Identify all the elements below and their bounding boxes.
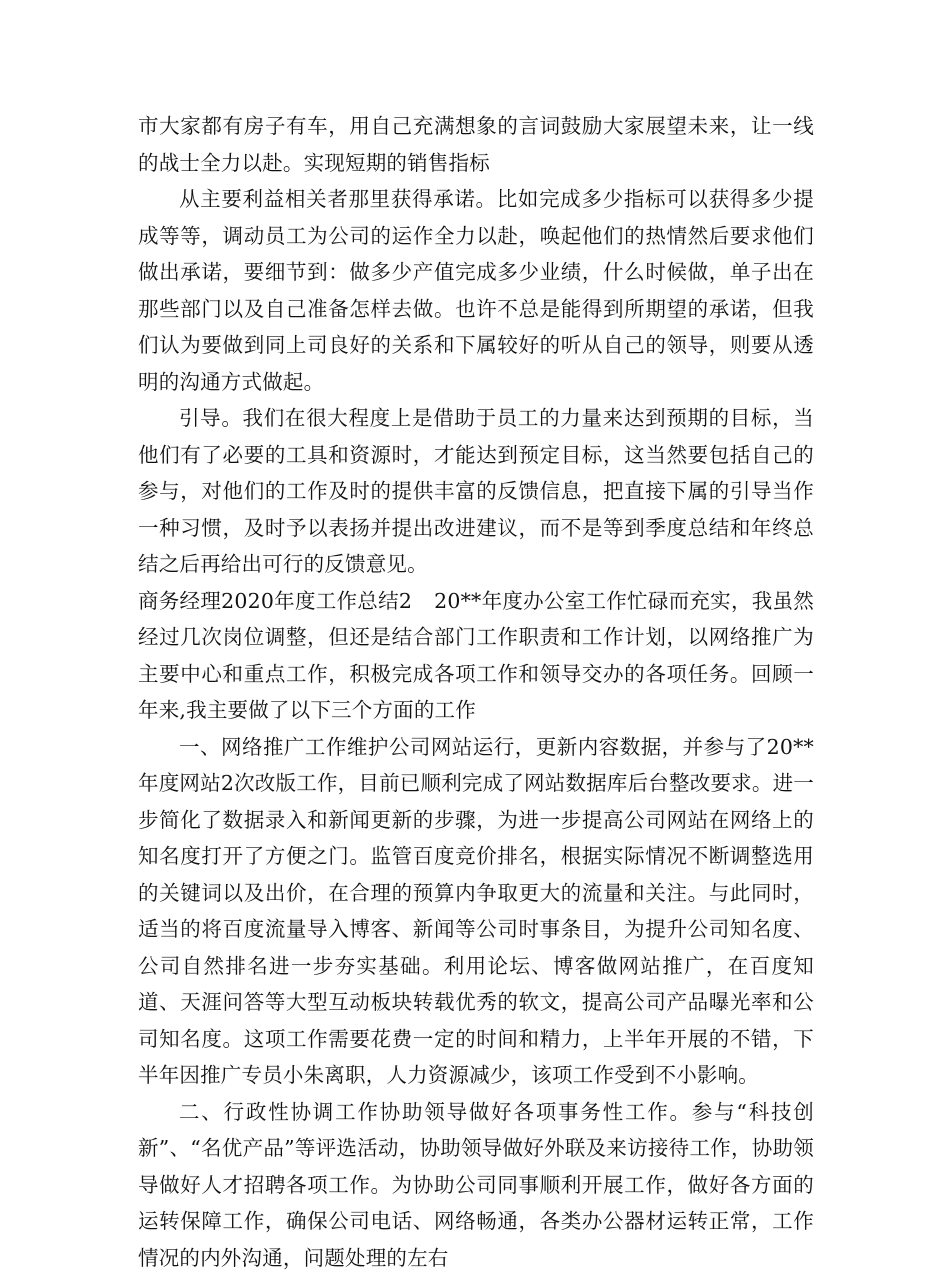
paragraph-continuation: 市大家都有房子有车，用自己充满想象的言词鼓励大家展望未来，让一线的战士全力以赴。实现短期的销售指标 (138, 108, 814, 181)
paragraph-network-promotion: 一、网络推广工作维护公司网站运行，更新内容数据，并参与了20**年度网站2次改版工作，目前已顺利完成了网站数据库后台整改要求。进一步简化了数据录入和新闻更新的步骤，为进一步提高公司网站在网络上的知名度打开了方便之门。监管百度竞价排名，根据实际情况不断调整选用的关键词以及出价，在合理的预算内争取更大的流量和关注。与此同时，适当的将百度流量导入博客、新闻等公司时事条目，为提升公司知名度、公司自然排名进一步夯实基础。利用论坛、博客做网站推广，在百度知道、天涯问答等大型互动板块转载优秀的软文，提高公司产品曝光率和公司知名度。这项工作需要花费一定的时间和精力，上半年开展的不错，下半年因推广专员小朱离职，人力资源减少，该项工作受到不小影响。 (138, 729, 814, 1094)
section-intro: 20**年度办公室工作忙碌而充实，我虽然经过几次岗位调整，但还是结合部门工作职责和工作计划，以网络推广为主要中心和重点工作，积极完成各项工作和领导交办的各项任务。回顾一年来,我主要做了以下三个方面的工作 (138, 589, 814, 723)
paragraph-commitment: 从主要利益相关者那里获得承诺。比如完成多少指标可以获得多少提成等等，调动员工为公司的运作全力以赴，唤起他们的热情然后要求他们做出承诺，要细节到：做多少产值完成多少业绩，什么时候做，单子出在那些部门以及自己准备怎样去做。也许不总是能得到所期望的承诺，但我们认为要做到同上司良好的关系和下属较好的听从自己的领导，则要从透明的沟通方式做起。 (138, 181, 814, 400)
section-heading-paragraph (138, 583, 814, 729)
paragraph-guidance: 引导。我们在很大程度上是借助于员工的力量来达到预期的目标，当他们有了必要的工具和资源时，才能达到预定目标，这当然要包括自己的参与，对他们的工作及时的提供丰富的反馈信息，把直接下属的引导当作一种习惯，及时予以表扬并提出改进建议，而不是等到季度总结和年终总结之后再给出可行的反馈意见。 (138, 400, 814, 583)
paragraph-admin-coordination: 二、行政性协调工作协助领导做好各项事务性工作。参与“科技创新”、“名优产品”等评选活动，协助领导做好外联及来访接待工作，协助领导做好人才招聘各项工作。为协助公司同事顺利开展工作，做好各方面的运转保障工作，确保公司电话、网络畅通，各类办公器材运转正常，工作情况的内外沟通，问题处理的左右 (138, 1094, 814, 1276)
section-title: 商务经理2020年度工作总结2 (138, 589, 412, 613)
document-body (138, 108, 814, 1276)
